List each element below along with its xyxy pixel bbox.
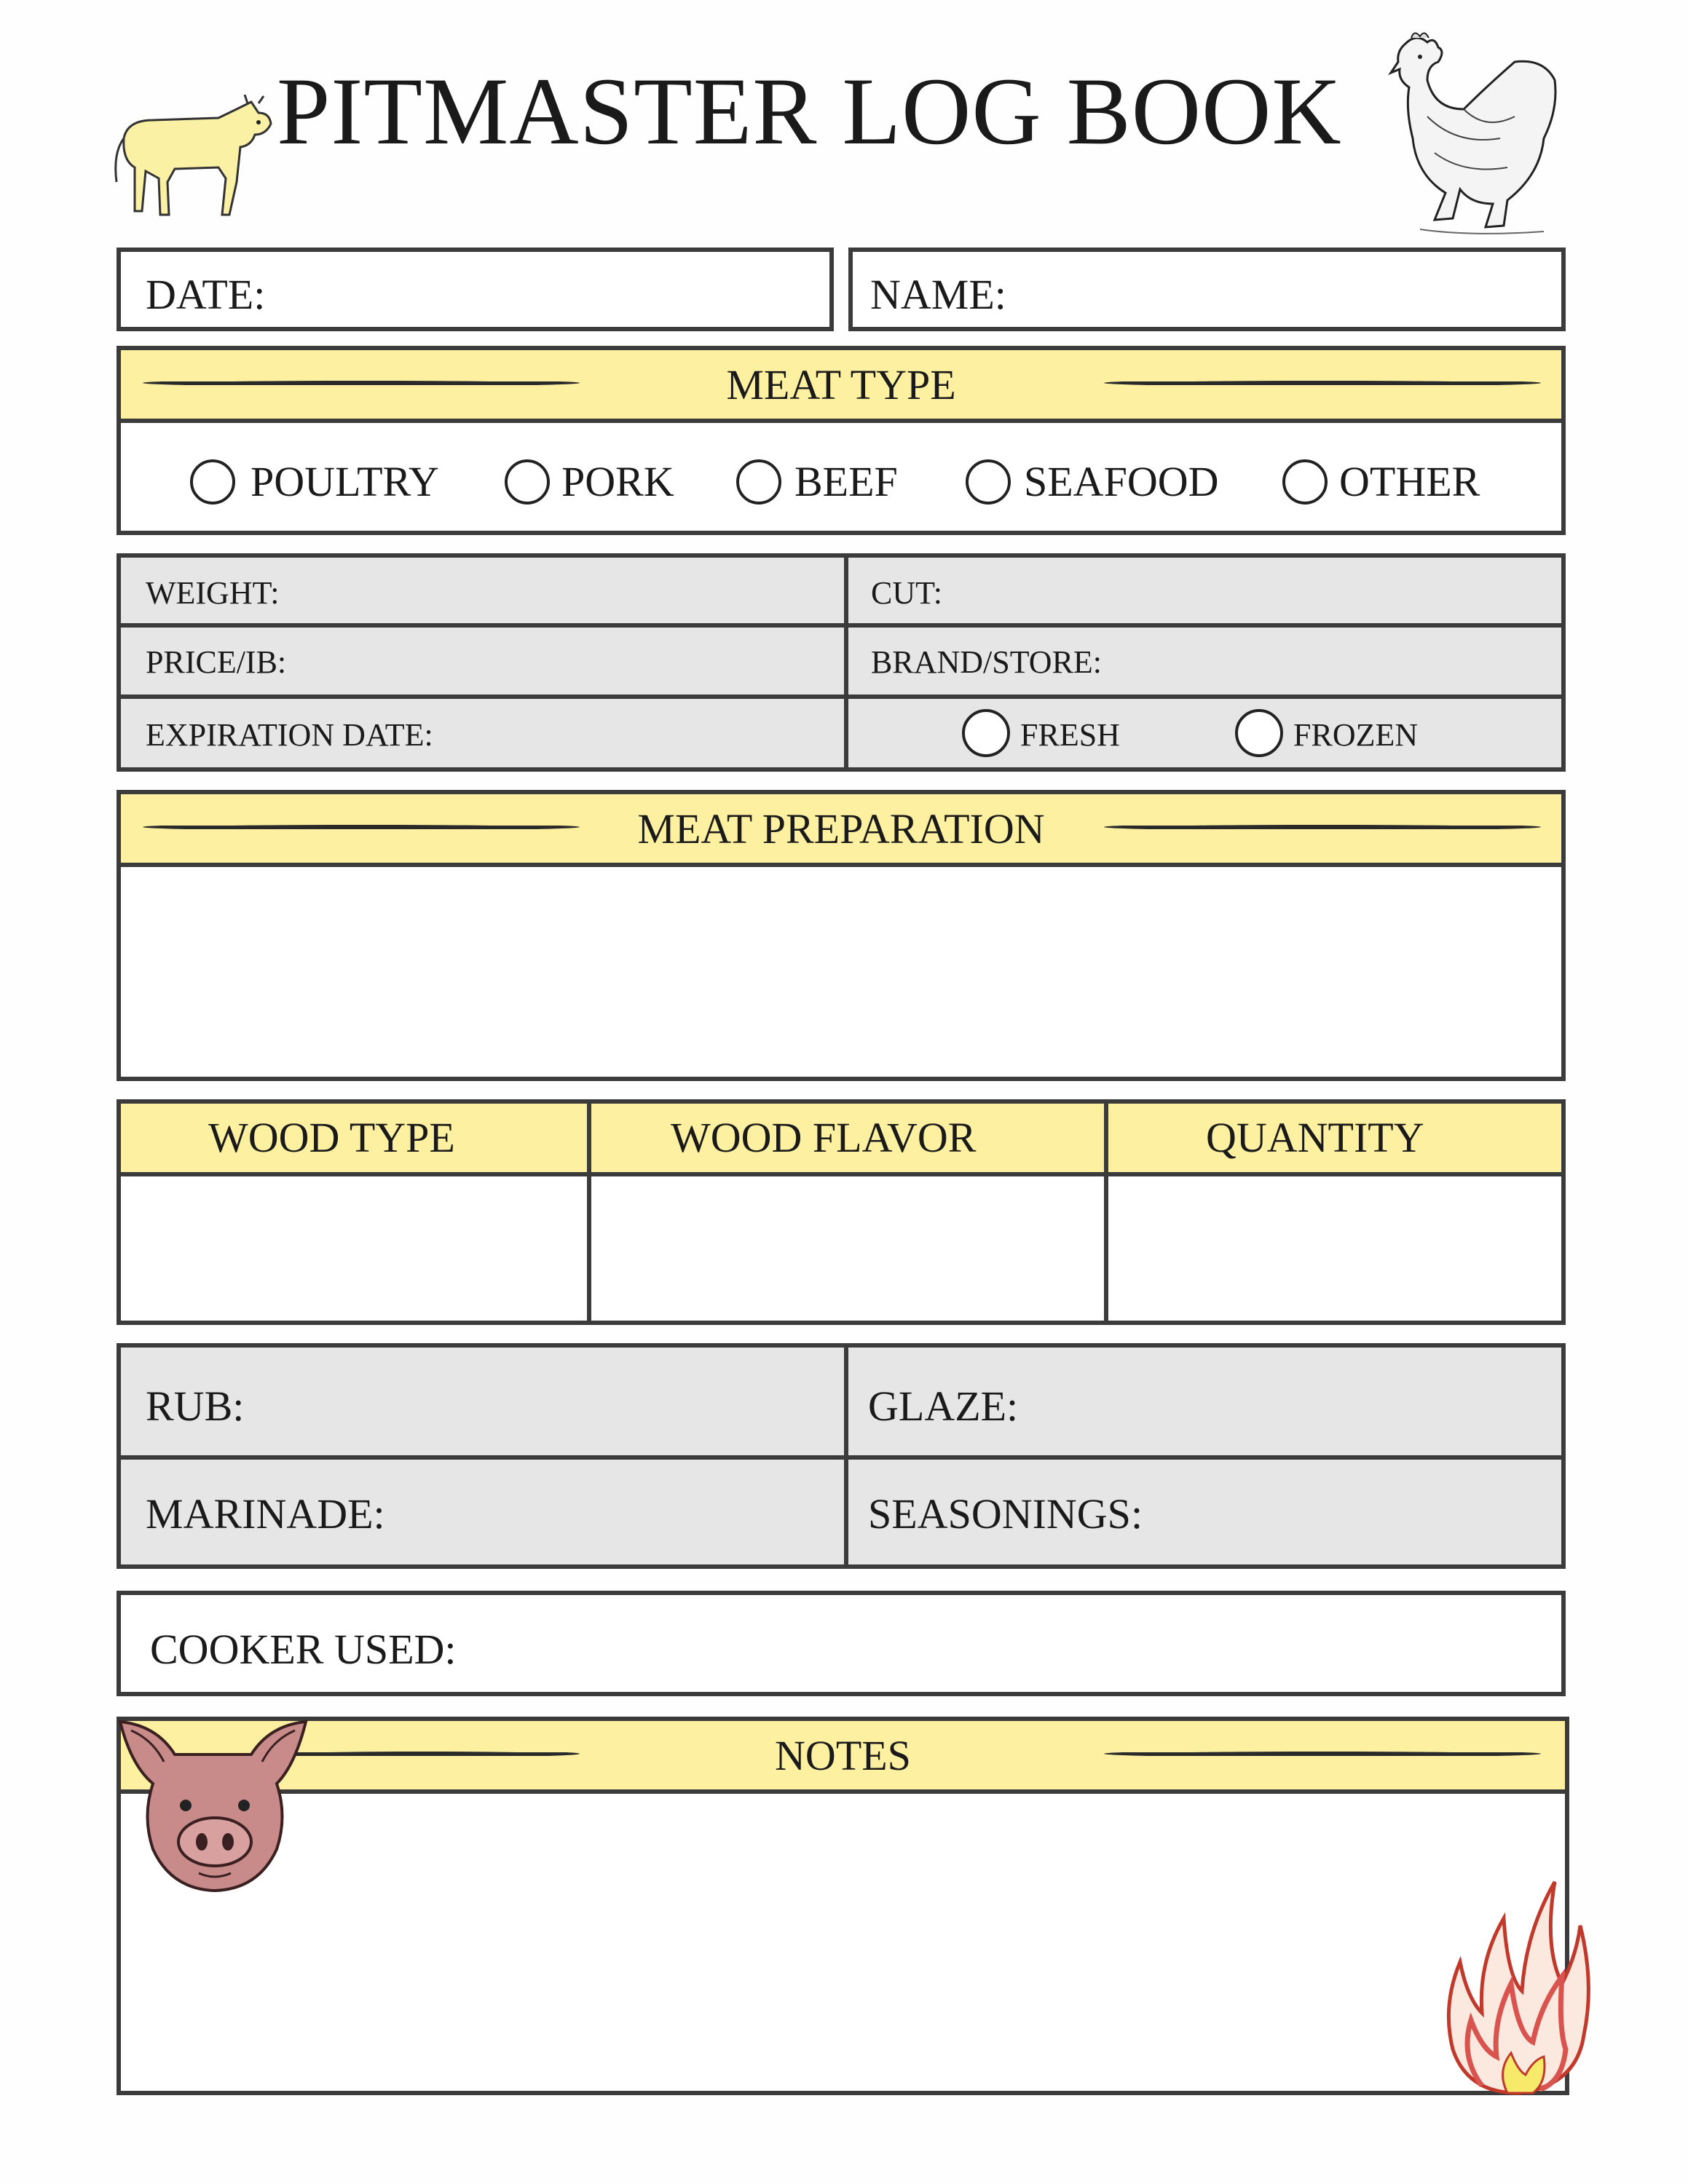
beef-radio[interactable] — [736, 459, 781, 505]
meat-details-grid — [117, 553, 1566, 772]
meat-type-header — [121, 350, 1561, 423]
other-radio[interactable] — [1282, 459, 1328, 505]
wood-type-header: WOOD TYPE — [208, 1114, 455, 1161]
seasonings-label: SEASONINGS: — [868, 1490, 1143, 1538]
pig-illustration — [113, 1714, 313, 1896]
fresh-label: FRESH — [1020, 717, 1120, 753]
cooker-used-field[interactable] — [117, 1591, 1566, 1696]
flame-illustration — [1438, 1875, 1595, 2097]
seafood-radio[interactable] — [966, 459, 1011, 505]
row-divider — [121, 695, 1561, 699]
cow-illustration — [109, 95, 277, 218]
expiration-date-label: EXPIRATION DATE: — [146, 717, 433, 753]
header-rule-right — [1104, 823, 1541, 831]
cooker-used-label: COOKER USED: — [150, 1626, 457, 1673]
notes-section[interactable] — [117, 1717, 1569, 2095]
notes-heading: NOTES — [775, 1732, 911, 1779]
beef-label: BEEF — [794, 458, 898, 505]
date-label: DATE: — [146, 271, 266, 318]
meat-preparation-heading: MEAT PREPARATION — [637, 805, 1045, 852]
page-title: PITMASTER LOG BOOK — [277, 58, 1342, 165]
column-divider — [844, 558, 848, 767]
quantity-header: QUANTITY — [1206, 1114, 1424, 1161]
meat-preparation-section[interactable] — [117, 790, 1566, 1081]
rub-label: RUB: — [146, 1382, 245, 1430]
name-label: NAME: — [870, 271, 1006, 318]
fresh-radio[interactable] — [962, 709, 1010, 757]
meat-type-section — [117, 346, 1566, 535]
row-divider — [121, 623, 1561, 628]
brand-store-label: BRAND/STORE: — [871, 644, 1103, 680]
seafood-label: SEAFOOD — [1024, 458, 1219, 505]
name-field[interactable] — [848, 248, 1566, 331]
poultry-radio[interactable] — [190, 459, 235, 505]
price-label: PRICE/IB: — [146, 644, 287, 680]
meat-type-heading: MEAT TYPE — [726, 361, 956, 408]
header-rule-right — [1104, 379, 1541, 387]
weight-label: WEIGHT: — [146, 575, 280, 611]
frozen-label: FROZEN — [1293, 717, 1419, 753]
wood-flavor-cell[interactable] — [591, 1172, 1104, 1321]
other-label: OTHER — [1339, 458, 1480, 505]
notes-header — [121, 1721, 1565, 1794]
cut-label: CUT: — [871, 575, 943, 611]
wood-type-cell[interactable] — [121, 1172, 587, 1321]
marinade-label: MARINADE: — [146, 1490, 385, 1538]
wood-flavor-header: WOOD FLAVOR — [671, 1114, 977, 1161]
meat-preparation-header — [121, 794, 1561, 867]
row-divider — [121, 1455, 1561, 1460]
header-rule-right — [1104, 1750, 1541, 1757]
pork-radio[interactable] — [505, 459, 550, 505]
wood-table — [117, 1099, 1566, 1325]
quantity-cell[interactable] — [1108, 1172, 1561, 1321]
frozen-radio[interactable] — [1235, 709, 1283, 757]
seasoning-grid — [117, 1343, 1566, 1569]
glaze-label: GLAZE: — [868, 1382, 1019, 1430]
pork-label: PORK — [561, 458, 674, 505]
poultry-label: POULTRY — [251, 458, 439, 505]
date-field[interactable] — [117, 248, 834, 331]
